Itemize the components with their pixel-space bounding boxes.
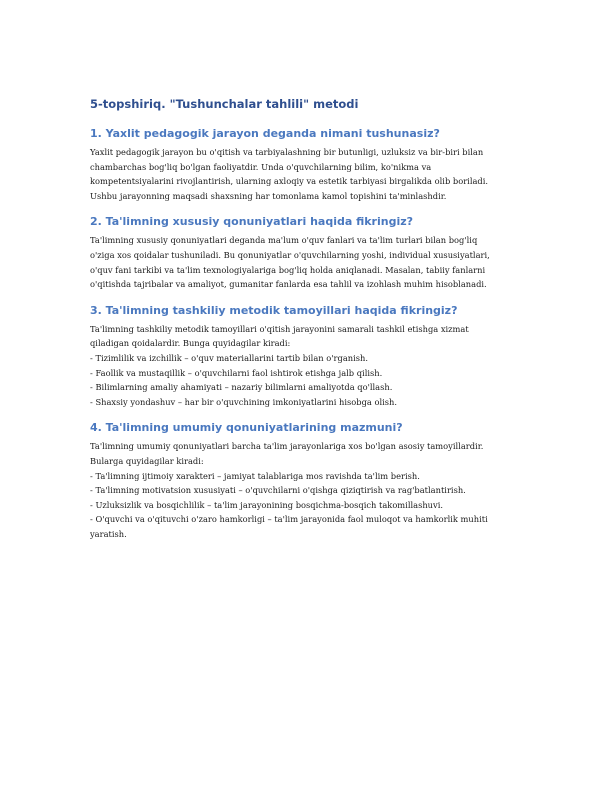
- text-line: Yaxlit pedagogik jarayon bu o'qitish va tarbiyalashning bir butunligi, uzluksiz va bir-biri bilan: [90, 147, 484, 157]
- bullet-item: - Ta'limning ijtimoiy xarakteri – jamiyat talablariga mos ravishda ta'lim berish.: [90, 470, 420, 481]
- section-4: [90, 420, 530, 541]
- text-line: o'qitishda tajribalar va amaliyot, gumanitar fanlarda esa tahlil va izohlash muhim hisoblanadi.: [90, 279, 487, 290]
- text-line: Ta'limning umumiy qonuniyatlari barcha ta'lim jarayonlariga xos bo'lgan asosiy tamoyillardir.: [90, 441, 484, 452]
- bullet-item: - Shaxsiy yondashuv – har bir o'quvchining imkoniyatlarini hisobga olish.: [90, 396, 398, 407]
- section-heading: 1. Yaxlit pedagogik jarayon deganda nimani tushunasiz?: [90, 127, 440, 140]
- bullet-item: - O'quvchi va o'qituvchi o'zaro hamkorligi – ta'lim jarayonida faol muloqot va hamkorlik muhiti: [90, 514, 488, 525]
- text-line: kompetentsiyalarini rivojlantirish, ularning axloqiy va estetik tarbiyasi birgalikda olib boriladi.: [90, 176, 489, 187]
- section-heading: 4. Ta'limning umumiy qonuniyatlarining mazmuni?: [90, 421, 403, 435]
- text-line: Bularga quyidagilar kiradi:: [90, 455, 204, 466]
- bullet-item: - Faollik va mustaqillik – o'quvchilarni faol ishtirok etishga jalb qilish.: [90, 367, 383, 378]
- text-line: o'ziga xos qoidalar tushuniladi. Bu qonuniyatlar o'quvchilarning yoshi, individual xususiyatlari,: [90, 249, 490, 260]
- text-line: o'quv fani tarkibi va ta'lim texnologiyalariga bog'liq holda aniqlanadi. Masalan, tabiiy fanlarni: [90, 264, 486, 275]
- text-line: Ta'limning xususiy qonuniyatlari deganda ma'lum o'quv fanlari va ta'lim turlari bilan bog'liq: [90, 235, 478, 246]
- bullet-item: - Uzluksizlik va bosqichlilik – ta'lim jarayonining bosqichma-bosqich takomillashuvi.: [90, 499, 444, 510]
- text-line: chambarchas bog'liq bo'lgan faoliyatdir. Unda o'quvchilarning bilim, ko'nikma va: [90, 161, 432, 172]
- bullet-item: - Tizimlilik va izchillik – o'quv materiallarini tartib bilan o'rganish.: [90, 352, 369, 363]
- section-1: [90, 126, 530, 203]
- text-line: qiladigan qoidalardir. Bunga quyidagilar kiradi:: [90, 338, 291, 349]
- section-heading: 3. Ta'limning tashkiliy metodik tamoyillari haqida fikringiz?: [90, 303, 458, 317]
- section-body: [90, 233, 530, 291]
- bullet-item: - Bilimlarning amaliy ahamiyati – nazariy bilimlarni amaliyotda qo'llash.: [90, 382, 393, 393]
- document-page: [90, 96, 530, 552]
- section-heading: 2. Ta'limning xususiy qonuniyatlari haqida fikringiz?: [90, 215, 414, 229]
- section-3: [90, 303, 530, 410]
- section-body: [90, 145, 530, 203]
- text-line: Ta'limning tashkiliy metodik tamoyillari o'qitish jarayonini samarali tashkil etishga xizmat: [90, 323, 469, 334]
- section-2: [90, 214, 530, 291]
- text-line: Ushbu jarayonning maqsadi shaxsning har tomonlama kamol topishini ta'minlashdir.: [90, 190, 447, 201]
- document-title: 5-topshiriq. "Tushunchalar tahlili" metodi: [90, 97, 359, 111]
- text-line: yaratish.: [90, 528, 127, 539]
- section-body: [90, 439, 530, 541]
- bullet-item: - Ta'limning motivatsion xususiyati – o'quvchilarni o'qishga qiziqtirish va rag'batlantirish.: [90, 485, 466, 496]
- section-body: [90, 322, 530, 410]
